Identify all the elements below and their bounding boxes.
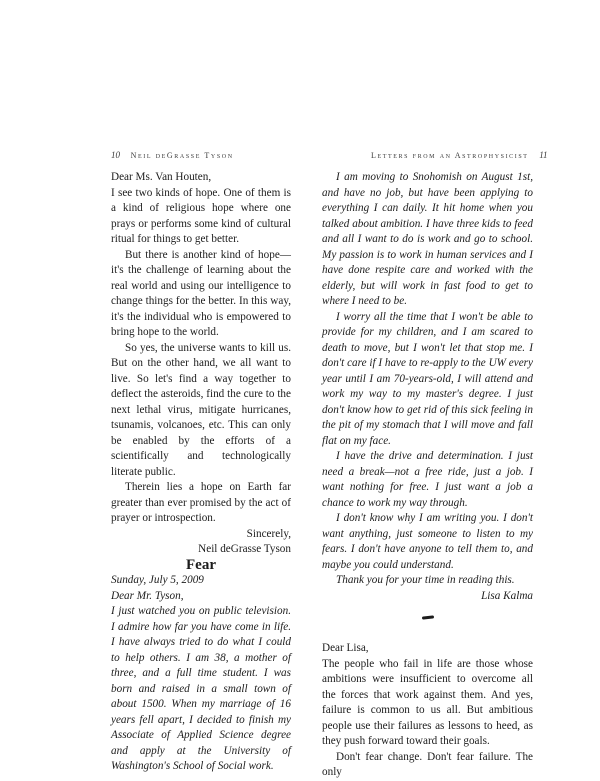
reply-paragraph: The people who fail in life are those whose ambitions were insufficient to overcome all the forces that work against them. And yes, failure is common to us all. But ambitious people use their failures as lessons to heed, as they push forward toward their goals. [322, 657, 533, 747]
body-paragraph: So yes, the universe wants to kill us. But on the other hand, we all want to live. So let's find a way together to deflect the asteroids, find the cure to the next lethal virus, mitigate hurricanes, tsunamis, volcanoes, etc. This can only be enabled by the efforts of a scientifically and technologically literate public. [111, 341, 291, 478]
signature: Neil deGrasse Tyson [198, 543, 291, 555]
salutation: Dear Ms. Van Houten, [111, 171, 212, 183]
letter-signature: Lisa Kalma [481, 589, 533, 602]
letter-paragraph: I don't know why I am writing you. I don't want anything, just someone to listen to my fears. I don't have anyone to tell them to, and maybe you could understand. [322, 512, 533, 571]
right-running-head [371, 150, 548, 160]
letter-paragraph: I am moving to Snohomish on August 1st, and have no job, but have been applying to everything I can daily. It hit home when you talked about ambition. I have three kids to feed and all I want to do is work and go to school. My passion is to work in human services and I have done respite care and worked with the elderly, but will work in fast food to get to where I need to be. [322, 171, 533, 307]
body-paragraph: I see two kinds of hope. One of them is a kind of religious hope where one prays or performs some kind of cultural ritual for things to get better. [111, 186, 291, 245]
left-text-column [111, 170, 291, 775]
letter-salutation: Dear Mr. Tyson, [111, 589, 184, 602]
left-running-head-text: Neil deGrasse Tyson [130, 151, 234, 160]
body-paragraph: But there is another kind of hope—it's the challenge of learning about the real world and using our intelligence to change things for the better. In this way, it's the individual who is empowered to bring hope to the world. [111, 248, 291, 338]
left-page [0, 0, 300, 772]
reply-paragraph: Don't fear change. Don't fear failure. The only [322, 750, 533, 778]
section-title: Fear [186, 556, 216, 573]
body-paragraph: Therein lies a hope on Earth far greater than ever promised by the act of prayer or introspection. [111, 481, 291, 524]
letter-paragraph: I just watched you on public television. I admire how far you have come in life. I have always tried to do what I could to help others. I am 38, a mother of three, and a full time student. I was born and raised in a small town of about 1500. When my marriage of 16 years fell apart, I decided to finish my Associate of Applied Science degree and apply at the University of Washington's School of Social work. [111, 605, 291, 772]
closing: Sincerely, [246, 527, 291, 540]
right-page [300, 0, 600, 778]
letter-paragraph: I have the drive and determination. I just need a break—not a free ride, just a job. I want nothing for free. I just want a job a chance to work my way through. [322, 450, 533, 509]
letter-paragraph: I worry all the time that I won't be able to provide for my children, and I am scared to death to move, but I won't let that stop me. I don't care if I have to re-apply to the UW every year until I am 70-years-old, I will attend and work my way to my master's degree. I just don't know how to get rid of this sick feeling in the pit of my stomach that I will move and fall flat on my face. [322, 310, 533, 447]
right-page-number: 11 [539, 150, 548, 160]
right-text-column [322, 170, 533, 781]
letter-date: Sunday, July 5, 2009 [111, 574, 204, 586]
reply-salutation: Dear Lisa, [322, 642, 369, 654]
right-running-head-text: Letters from an Astrophysicist [371, 151, 529, 160]
left-page-number: 10 [111, 150, 120, 160]
letter-paragraph: Thank you for your time in reading this. [336, 574, 515, 586]
left-running-head [111, 150, 234, 160]
section-break-ornament [421, 615, 433, 619]
